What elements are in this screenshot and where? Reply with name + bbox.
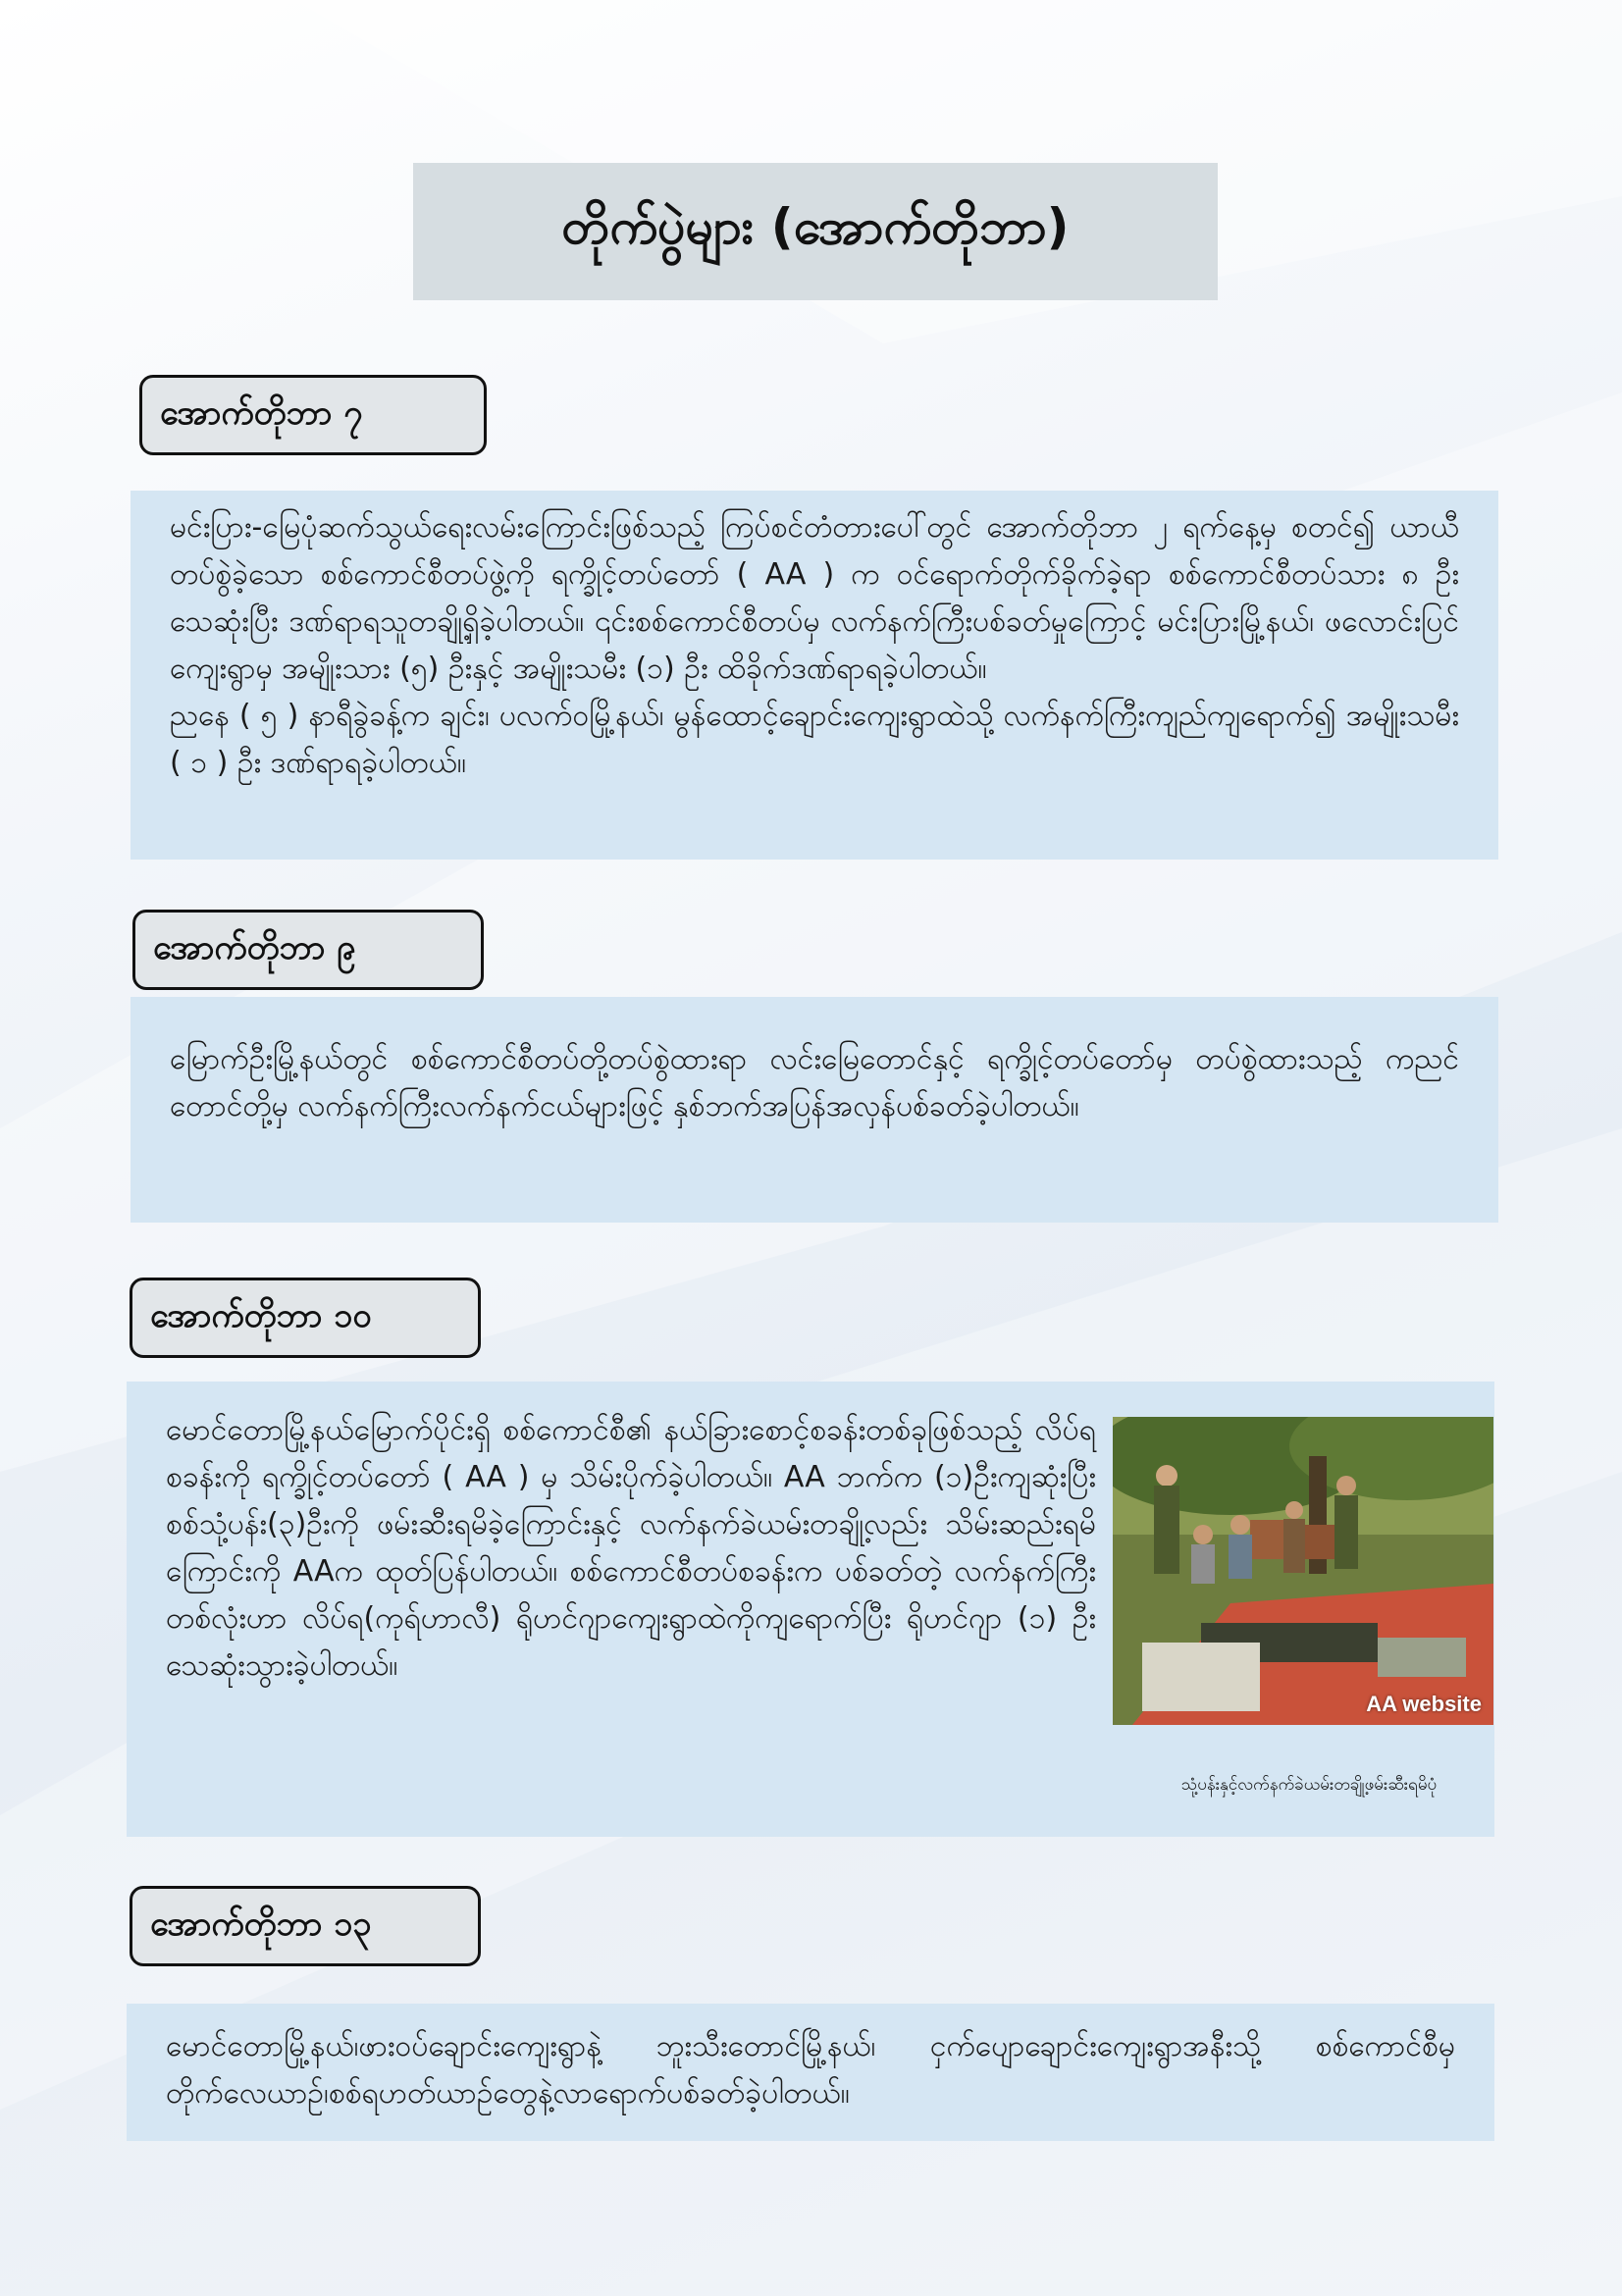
section-heading-oct-7: အောက်တိုဘာ ၇ (139, 375, 487, 455)
soldiers-weapons-photo (1113, 1417, 1493, 1725)
photo-source-label: AA website (1366, 1692, 1482, 1716)
section-heading-oct-13: အောက်တိုဘာ ၁၃ (130, 1886, 481, 1966)
section-panel-oct-9 (131, 997, 1498, 1223)
section-paragraph: မောင်တောမြို့နယ်၊ဖားဝပ်ချောင်းကျေးရွာနဲ့ ဘူးသီးတောင်မြို့နယ်၊ ငှက်ပျောချောင်းကျေးရွာအနီးသို့ စစ်ကောင်စီမှ တိုက်လေယာဉ်၊စစ်ရဟတ်ယာဉ်တွေနဲ့လာရောက်ပစ်ခတ်ခဲ့ပါတယ်။ (166, 2029, 1455, 2111)
section-panel-oct-7 (131, 491, 1498, 860)
photo-illustration (1113, 1417, 1493, 1725)
section-paragraph: ညနေ ( ၅ ) နာရီခွဲခန့်က ချင်း၊ ပလက်ဝမြို့နယ်၊ မွန်ထောင့်ချောင်းကျေးရွာထဲသို့ လက်နက်ကြီးကျည်ကျရောက်၍ အမျိုးသမီး ( ၁ ) ဦး ဒဏ်ရာရခဲ့ပါတယ်။ (170, 699, 1459, 780)
section-paragraph: မင်းပြား-မြေပုံဆက်သွယ်ရေးလမ်းကြောင်းဖြစ်သည့် ကြပ်စင်တံတားပေါ်တွင် အောက်တိုဘာ ၂ ရက်နေ့မှ စတင်၍ ယာယီတပ်စွဲခဲ့သော စစ်ကောင်စီတပ်ဖွဲ့ကို ရက္ခိုင့်တပ်တော် ( AA ) က ဝင်ရောက်တိုက်ခိုက်ခဲ့ရာ စစ်ကောင်စီတပ်သား ၈ ဦး သေဆုံးပြီး ဒဏ်ရာရသူတချို့ရှိခဲ့ပါတယ်။ ၎င်းစစ်ကောင်စီတပ်မှ လက်နက်ကြီးပစ်ခတ်မှုကြောင့် မင်းပြားမြို့နယ်၊ ဖလောင်းပြင်ကျေးရွာမှ အမျိုးသား (၅) ဦးနှင့် အမျိုးသမီး (၁) ဦး ထိခိုက်ဒဏ်ရာရခဲ့ပါတယ်။ (170, 510, 1459, 686)
photo-caption: သုံ့ပန်းနှင့်လက်နက်ခဲယမ်းတချို့ဖမ်းဆီးရမိပုံ (1180, 1775, 1438, 1795)
section-paragraph: မြောက်ဦးမြို့နယ်တွင် စစ်ကောင်စီတပ်တို့တပ်စွဲထားရာ လင်းမြေတောင်နှင့် ရက္ခိုင့်တပ်တော်မှ တပ်စွဲထားသည့် ကညင်တောင်တို့မှ လက်နက်ကြီးလက်နက်ငယ်များဖြင့် နှစ်ဘက်အပြန်အလှန်ပစ်ခတ်ခဲ့ပါတယ်။ (170, 1042, 1459, 1123)
section-paragraph: မောင်တောမြို့နယ်မြောက်ပိုင်းရှိ စစ်ကောင်စီ၏ နယ်ခြားစောင့်စခန်းတစ်ခုဖြစ်သည့် လိပ်ရစခန်းကို ရက္ခိုင့်တပ်တော် ( AA ) မှ သိမ်းပိုက်ခဲ့ပါတယ်။ AA ဘက်က (၁)ဦးကျဆုံးပြီး စစ်သုံ့ပန်း(၃)ဦးကို ဖမ်းဆီးရမိခဲ့ကြောင်းနှင့် လက်နက်ခဲယမ်းတချို့လည်း သိမ်းဆည်းရမိကြောင်းကို AAက ထုတ်ပြန်ပါတယ်။ စစ်ကောင်စီတပ်စခန်းက ပစ်ခတ်တဲ့ လက်နက်ကြီးတစ်လုံးဟာ လိပ်ရ(ကုရ်ဟာလီ) ရိုဟင်ဂျာကျေးရွာထဲကိုကျရောက်ပြီး ရိုဟင်ဂျာ (၁) ဦး သေဆုံးသွားခဲ့ပါတယ်။ (166, 1413, 1096, 1683)
page-title: တိုက်ပွဲများ (အောက်တိုဘာ) (413, 163, 1218, 300)
section-panel-oct-13 (127, 2004, 1494, 2141)
section-heading-oct-9: အောက်တိုဘာ ၉ (132, 910, 484, 990)
section-heading-oct-10: အောက်တိုဘာ ၁၀ (130, 1278, 481, 1358)
